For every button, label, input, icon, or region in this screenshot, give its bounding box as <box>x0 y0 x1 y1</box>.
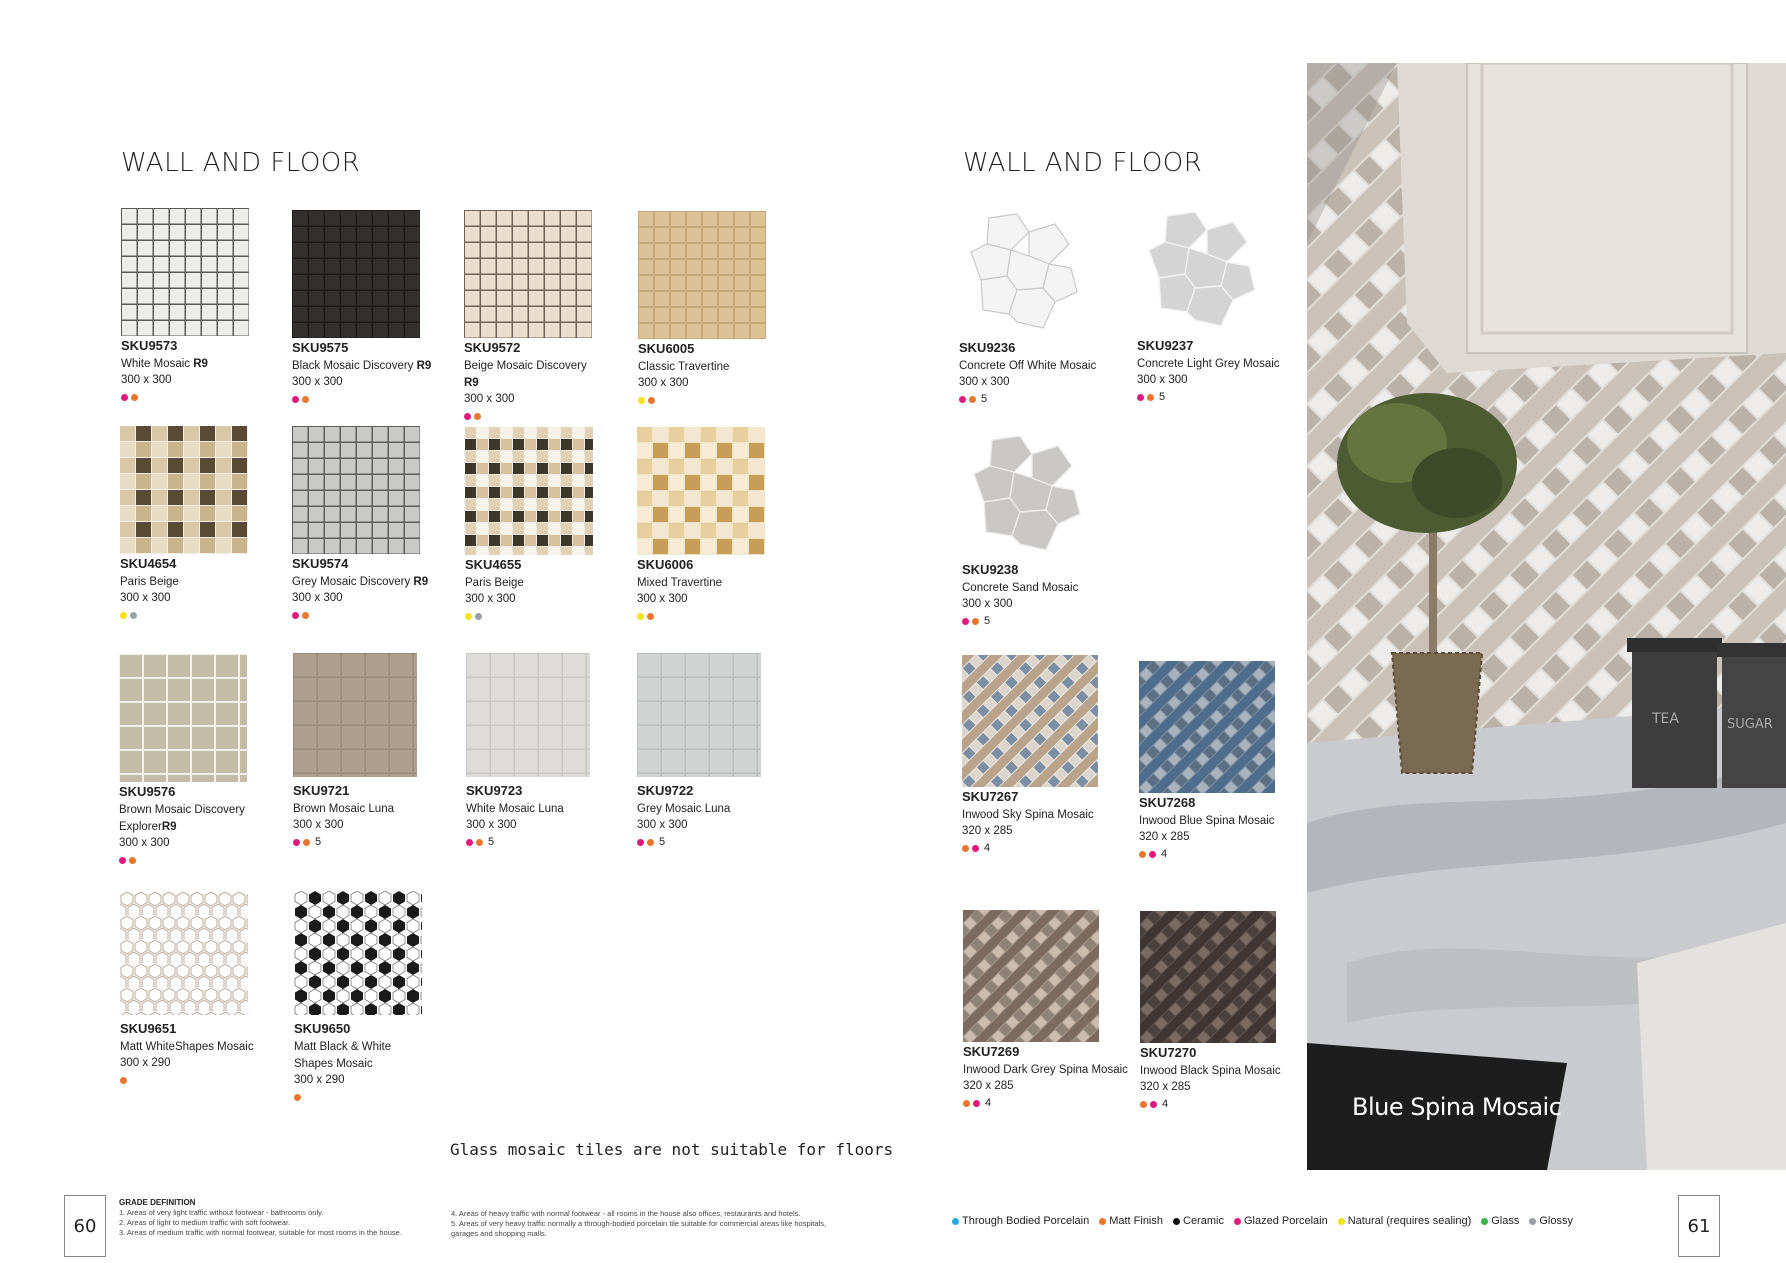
finish-dots <box>465 609 605 623</box>
finish-dot-icon <box>292 396 299 403</box>
finish-dots <box>464 409 604 423</box>
product-sku: SKU9721 <box>293 783 350 798</box>
product-sku7269[interactable] <box>963 910 1133 1110</box>
finish-dot-icon <box>969 396 976 403</box>
product-name: Inwood Sky Spina Mosaic <box>962 809 1094 821</box>
grade-definition <box>119 1198 449 1238</box>
legend-dot-icon <box>952 1218 959 1225</box>
finish-dot-icon <box>962 845 969 852</box>
finish-dot-icon <box>465 613 472 620</box>
legend-glossy: Glossy <box>1529 1215 1573 1227</box>
finish-dots <box>294 1090 434 1104</box>
grade-item: 3. Areas of medium traffic with normal footwear, suitable for most rooms in the house. <box>119 1228 402 1237</box>
finish-dots <box>292 608 432 622</box>
finish-dot-icon <box>1137 394 1144 401</box>
product-sku9573[interactable] <box>121 208 261 404</box>
product-size: 300 x 300 <box>1137 374 1188 386</box>
tile-swatch <box>962 655 1098 787</box>
finish-dot-icon <box>129 857 136 864</box>
finish-dot-icon <box>647 613 654 620</box>
product-sku: SKU9237 <box>1137 338 1194 353</box>
finish-dot-icon <box>1139 851 1146 858</box>
tile-swatch <box>466 653 594 781</box>
product-size: 300 x 300 <box>637 819 688 831</box>
product-size: 300 x 290 <box>294 1074 345 1086</box>
product-sku7270[interactable] <box>1140 911 1300 1111</box>
product-name: Brown Mosaic Discovery ExplorerR9 <box>119 804 245 833</box>
product-name: Beige Mosaic Discovery R9 <box>464 360 587 389</box>
product-sku7267[interactable] <box>962 655 1122 855</box>
product-sku: SKU9238 <box>962 562 1019 577</box>
legend-dot-icon <box>1099 1218 1106 1225</box>
finish-dots <box>962 841 1122 855</box>
product-size: 300 x 300 <box>465 593 516 605</box>
product-name: White Mosaic Luna <box>466 803 564 815</box>
product-sku6006[interactable] <box>637 427 777 623</box>
product-sku: SKU7269 <box>963 1044 1020 1059</box>
product-sku: SKU6005 <box>638 341 695 356</box>
page-number-right: 61 <box>1678 1195 1720 1257</box>
product-size: 320 x 285 <box>1139 831 1190 843</box>
left-page-title: WALL AND FLOOR <box>121 148 361 178</box>
product-size: 300 x 300 <box>959 376 1010 388</box>
product-sku4654[interactable] <box>120 426 260 622</box>
product-sku4655[interactable] <box>465 427 605 623</box>
finish-legend <box>952 1215 1573 1227</box>
finish-dots <box>120 608 260 622</box>
grade-number: 5 <box>1159 391 1166 403</box>
finish-dots <box>292 392 432 406</box>
product-sku6005[interactable] <box>638 211 778 407</box>
finish-dots <box>120 1073 260 1087</box>
right-page-title: WALL AND FLOOR <box>963 148 1203 178</box>
grade-number: 4 <box>984 842 991 854</box>
grade-item: 4. Areas of heavy traffic with normal footwear - all rooms in the house also offices, restaurants and hotels. <box>451 1209 801 1218</box>
lifestyle-photo <box>1307 63 1786 1170</box>
finish-dot-icon <box>637 613 644 620</box>
grade-number: 5 <box>984 615 991 627</box>
product-sku9236[interactable] <box>959 210 1119 406</box>
product-sku: SKU9236 <box>959 340 1016 355</box>
finish-dot-icon <box>131 394 138 401</box>
tile-swatch <box>120 891 248 1019</box>
product-sku9723[interactable] <box>466 653 606 849</box>
finish-dots <box>638 393 778 407</box>
product-sku7268[interactable] <box>1139 661 1299 861</box>
product-sku: SKU6006 <box>637 557 694 572</box>
finish-dot-icon <box>1150 1101 1157 1108</box>
finish-dot-icon <box>1140 1101 1147 1108</box>
finish-dot-icon <box>959 396 966 403</box>
product-sku9238[interactable] <box>962 432 1122 628</box>
finish-dots <box>959 392 1119 406</box>
finish-dots <box>963 1096 1133 1110</box>
grade-item: 5. Areas of very heavy traffic normally a through-bodied porcelain tile suitable for commercial areas like hospitals, garages and shopping malls. <box>451 1219 827 1238</box>
finish-dot-icon <box>475 613 482 620</box>
finish-dots <box>119 853 259 867</box>
finish-dot-icon <box>962 618 969 625</box>
finish-dot-icon <box>119 857 126 864</box>
product-size: 300 x 300 <box>292 592 343 604</box>
product-name: Grey Mosaic Luna <box>637 803 731 815</box>
grade-number: 5 <box>488 836 495 848</box>
product-sku9237[interactable] <box>1137 208 1297 404</box>
grade-item: 2. Areas of light to medium traffic with soft footwear. <box>119 1218 291 1227</box>
finish-dot-icon <box>293 839 300 846</box>
finish-dots <box>962 614 1122 628</box>
product-size: 300 x 300 <box>120 592 171 604</box>
product-name: Classic Travertine <box>638 361 730 373</box>
product-sku: SKU9650 <box>294 1021 351 1036</box>
product-name: Paris Beige <box>120 576 179 588</box>
finish-dot-icon <box>476 839 483 846</box>
product-sku: SKU9723 <box>466 783 523 798</box>
tile-swatch <box>1137 208 1265 336</box>
finish-dot-icon <box>647 839 654 846</box>
finish-dot-icon <box>302 612 309 619</box>
photo-caption: Blue Spina Mosaic <box>1352 1093 1562 1121</box>
legend-glass: Glass <box>1481 1215 1519 1227</box>
finish-dot-icon <box>464 413 471 420</box>
product-sku: SKU9576 <box>119 784 176 799</box>
finish-dot-icon <box>963 1100 970 1107</box>
tile-swatch <box>120 426 248 554</box>
product-sku9722[interactable] <box>637 653 777 849</box>
finish-dot-icon <box>1149 851 1156 858</box>
legend-through-bodied: Through Bodied Porcelain <box>952 1215 1089 1227</box>
product-sku9650[interactable] <box>294 891 434 1104</box>
finish-dot-icon <box>120 612 127 619</box>
legend-dot-icon <box>1529 1218 1536 1225</box>
finish-dot-icon <box>648 397 655 404</box>
product-name: Concrete Light Grey Mosaic <box>1137 358 1280 370</box>
tile-swatch <box>1140 911 1276 1043</box>
finish-dot-icon <box>474 413 481 420</box>
finish-dots <box>637 609 777 623</box>
product-sku9651[interactable] <box>120 891 260 1087</box>
product-size: 300 x 300 <box>466 819 517 831</box>
product-sku: SKU9575 <box>292 340 349 355</box>
finish-dot-icon <box>466 839 473 846</box>
product-sku9575[interactable] <box>292 210 432 406</box>
legend-dot-icon <box>1234 1218 1241 1225</box>
product-sku: SKU4654 <box>120 556 177 571</box>
product-sku: SKU7268 <box>1139 795 1196 810</box>
tile-swatch <box>292 426 420 554</box>
grade-number: 5 <box>981 393 988 405</box>
finish-dot-icon <box>303 839 310 846</box>
finish-dot-icon <box>1147 394 1154 401</box>
tile-swatch <box>121 208 249 336</box>
product-sku: SKU9574 <box>292 556 349 571</box>
tile-swatch <box>292 210 420 338</box>
finish-dots <box>1137 390 1297 404</box>
tile-swatch <box>1139 661 1275 793</box>
grade-number: 5 <box>659 836 666 848</box>
product-sku9576[interactable] <box>119 654 259 867</box>
legend-matt: Matt Finish <box>1099 1215 1163 1227</box>
product-sku9574[interactable] <box>292 426 432 622</box>
product-name: Grey Mosaic Discovery R9 <box>292 576 429 588</box>
finish-dots <box>637 835 777 849</box>
product-name: Inwood Black Spina Mosaic <box>1140 1065 1281 1077</box>
product-size: 320 x 285 <box>1140 1081 1191 1093</box>
product-size: 300 x 300 <box>637 593 688 605</box>
product-size: 300 x 300 <box>962 598 1013 610</box>
legend-natural: Natural (requires sealing) <box>1338 1215 1472 1227</box>
product-name: Paris Beige <box>465 577 524 589</box>
legend-dot-icon <box>1173 1218 1180 1225</box>
legend-ceramic: Ceramic <box>1173 1215 1224 1227</box>
glass-note: Glass mosaic tiles are not suitable for floors <box>450 1140 894 1159</box>
product-size: 300 x 300 <box>119 837 170 849</box>
product-sku: SKU7267 <box>962 789 1019 804</box>
tile-swatch <box>963 910 1099 1042</box>
product-name: Matt Black & White Shapes Mosaic <box>294 1041 392 1070</box>
product-name: Mixed Travertine <box>637 577 723 589</box>
tile-swatch <box>464 210 592 338</box>
product-name: Inwood Blue Spina Mosaic <box>1139 815 1275 827</box>
finish-dots <box>293 835 433 849</box>
finish-dot-icon <box>120 1077 127 1084</box>
grade-definition-continued <box>451 1209 831 1239</box>
product-size: 300 x 300 <box>293 819 344 831</box>
product-sku: SKU9572 <box>464 340 521 355</box>
product-name: Brown Mosaic Luna <box>293 803 394 815</box>
legend-dot-icon <box>1481 1218 1488 1225</box>
grade-title: GRADE DEFINITION <box>119 1198 196 1207</box>
legend-dot-icon <box>1338 1218 1345 1225</box>
grade-item: 1. Areas of very light traffic without footwear - bathrooms only. <box>119 1208 324 1217</box>
grade-number: 5 <box>315 836 322 848</box>
product-sku: SKU7270 <box>1140 1045 1197 1060</box>
product-sku9572[interactable] <box>464 210 604 423</box>
tile-swatch <box>637 427 765 555</box>
kitchen-scene-illustration <box>1307 63 1786 1170</box>
product-sku9721[interactable] <box>293 653 433 849</box>
product-sku: SKU9651 <box>120 1021 177 1036</box>
product-size: 300 x 300 <box>464 393 515 405</box>
grade-number: 4 <box>1161 848 1168 860</box>
finish-dot-icon <box>302 396 309 403</box>
finish-dot-icon <box>638 397 645 404</box>
finish-dot-icon <box>121 394 128 401</box>
product-sku: SKU9573 <box>121 338 178 353</box>
product-name: Inwood Dark Grey Spina Mosaic <box>963 1064 1128 1076</box>
finish-dot-icon <box>972 618 979 625</box>
tea-label: TEA <box>1652 711 1679 727</box>
product-size: 300 x 300 <box>638 377 689 389</box>
tile-swatch <box>638 211 766 339</box>
product-sku: SKU4655 <box>465 557 522 572</box>
product-size: 320 x 285 <box>962 825 1013 837</box>
tile-swatch <box>962 432 1090 560</box>
sugar-label: SUGAR <box>1727 717 1773 732</box>
finish-dot-icon <box>637 839 644 846</box>
tile-swatch <box>959 210 1087 338</box>
finish-dot-icon <box>292 612 299 619</box>
product-name: White Mosaic R9 <box>121 358 208 370</box>
tile-swatch <box>465 427 593 555</box>
tile-swatch <box>294 891 422 1019</box>
finish-dots <box>1140 1097 1300 1111</box>
legend-glazed: Glazed Porcelain <box>1234 1215 1328 1227</box>
product-size: 300 x 300 <box>121 374 172 386</box>
product-size: 300 x 300 <box>292 376 343 388</box>
page-number-left: 60 <box>64 1195 106 1257</box>
product-name: Concrete Sand Mosaic <box>962 582 1079 594</box>
product-size: 300 x 290 <box>120 1057 171 1069</box>
product-size: 320 x 285 <box>963 1080 1014 1092</box>
product-name: Black Mosaic Discovery R9 <box>292 360 432 372</box>
grade-number: 4 <box>1162 1098 1169 1110</box>
finish-dots <box>1139 847 1299 861</box>
grade-number: 4 <box>985 1097 992 1109</box>
finish-dot-icon <box>973 1100 980 1107</box>
finish-dots <box>466 835 606 849</box>
product-name: Matt WhiteShapes Mosaic <box>120 1041 254 1053</box>
product-sku: SKU9722 <box>637 783 694 798</box>
tile-swatch <box>637 653 765 781</box>
tile-swatch <box>293 653 421 781</box>
finish-dot-icon <box>972 845 979 852</box>
product-name: Concrete Off White Mosaic <box>959 360 1097 372</box>
finish-dots <box>121 390 261 404</box>
tile-swatch <box>119 654 247 782</box>
finish-dot-icon <box>130 612 137 619</box>
finish-dot-icon <box>294 1094 301 1101</box>
